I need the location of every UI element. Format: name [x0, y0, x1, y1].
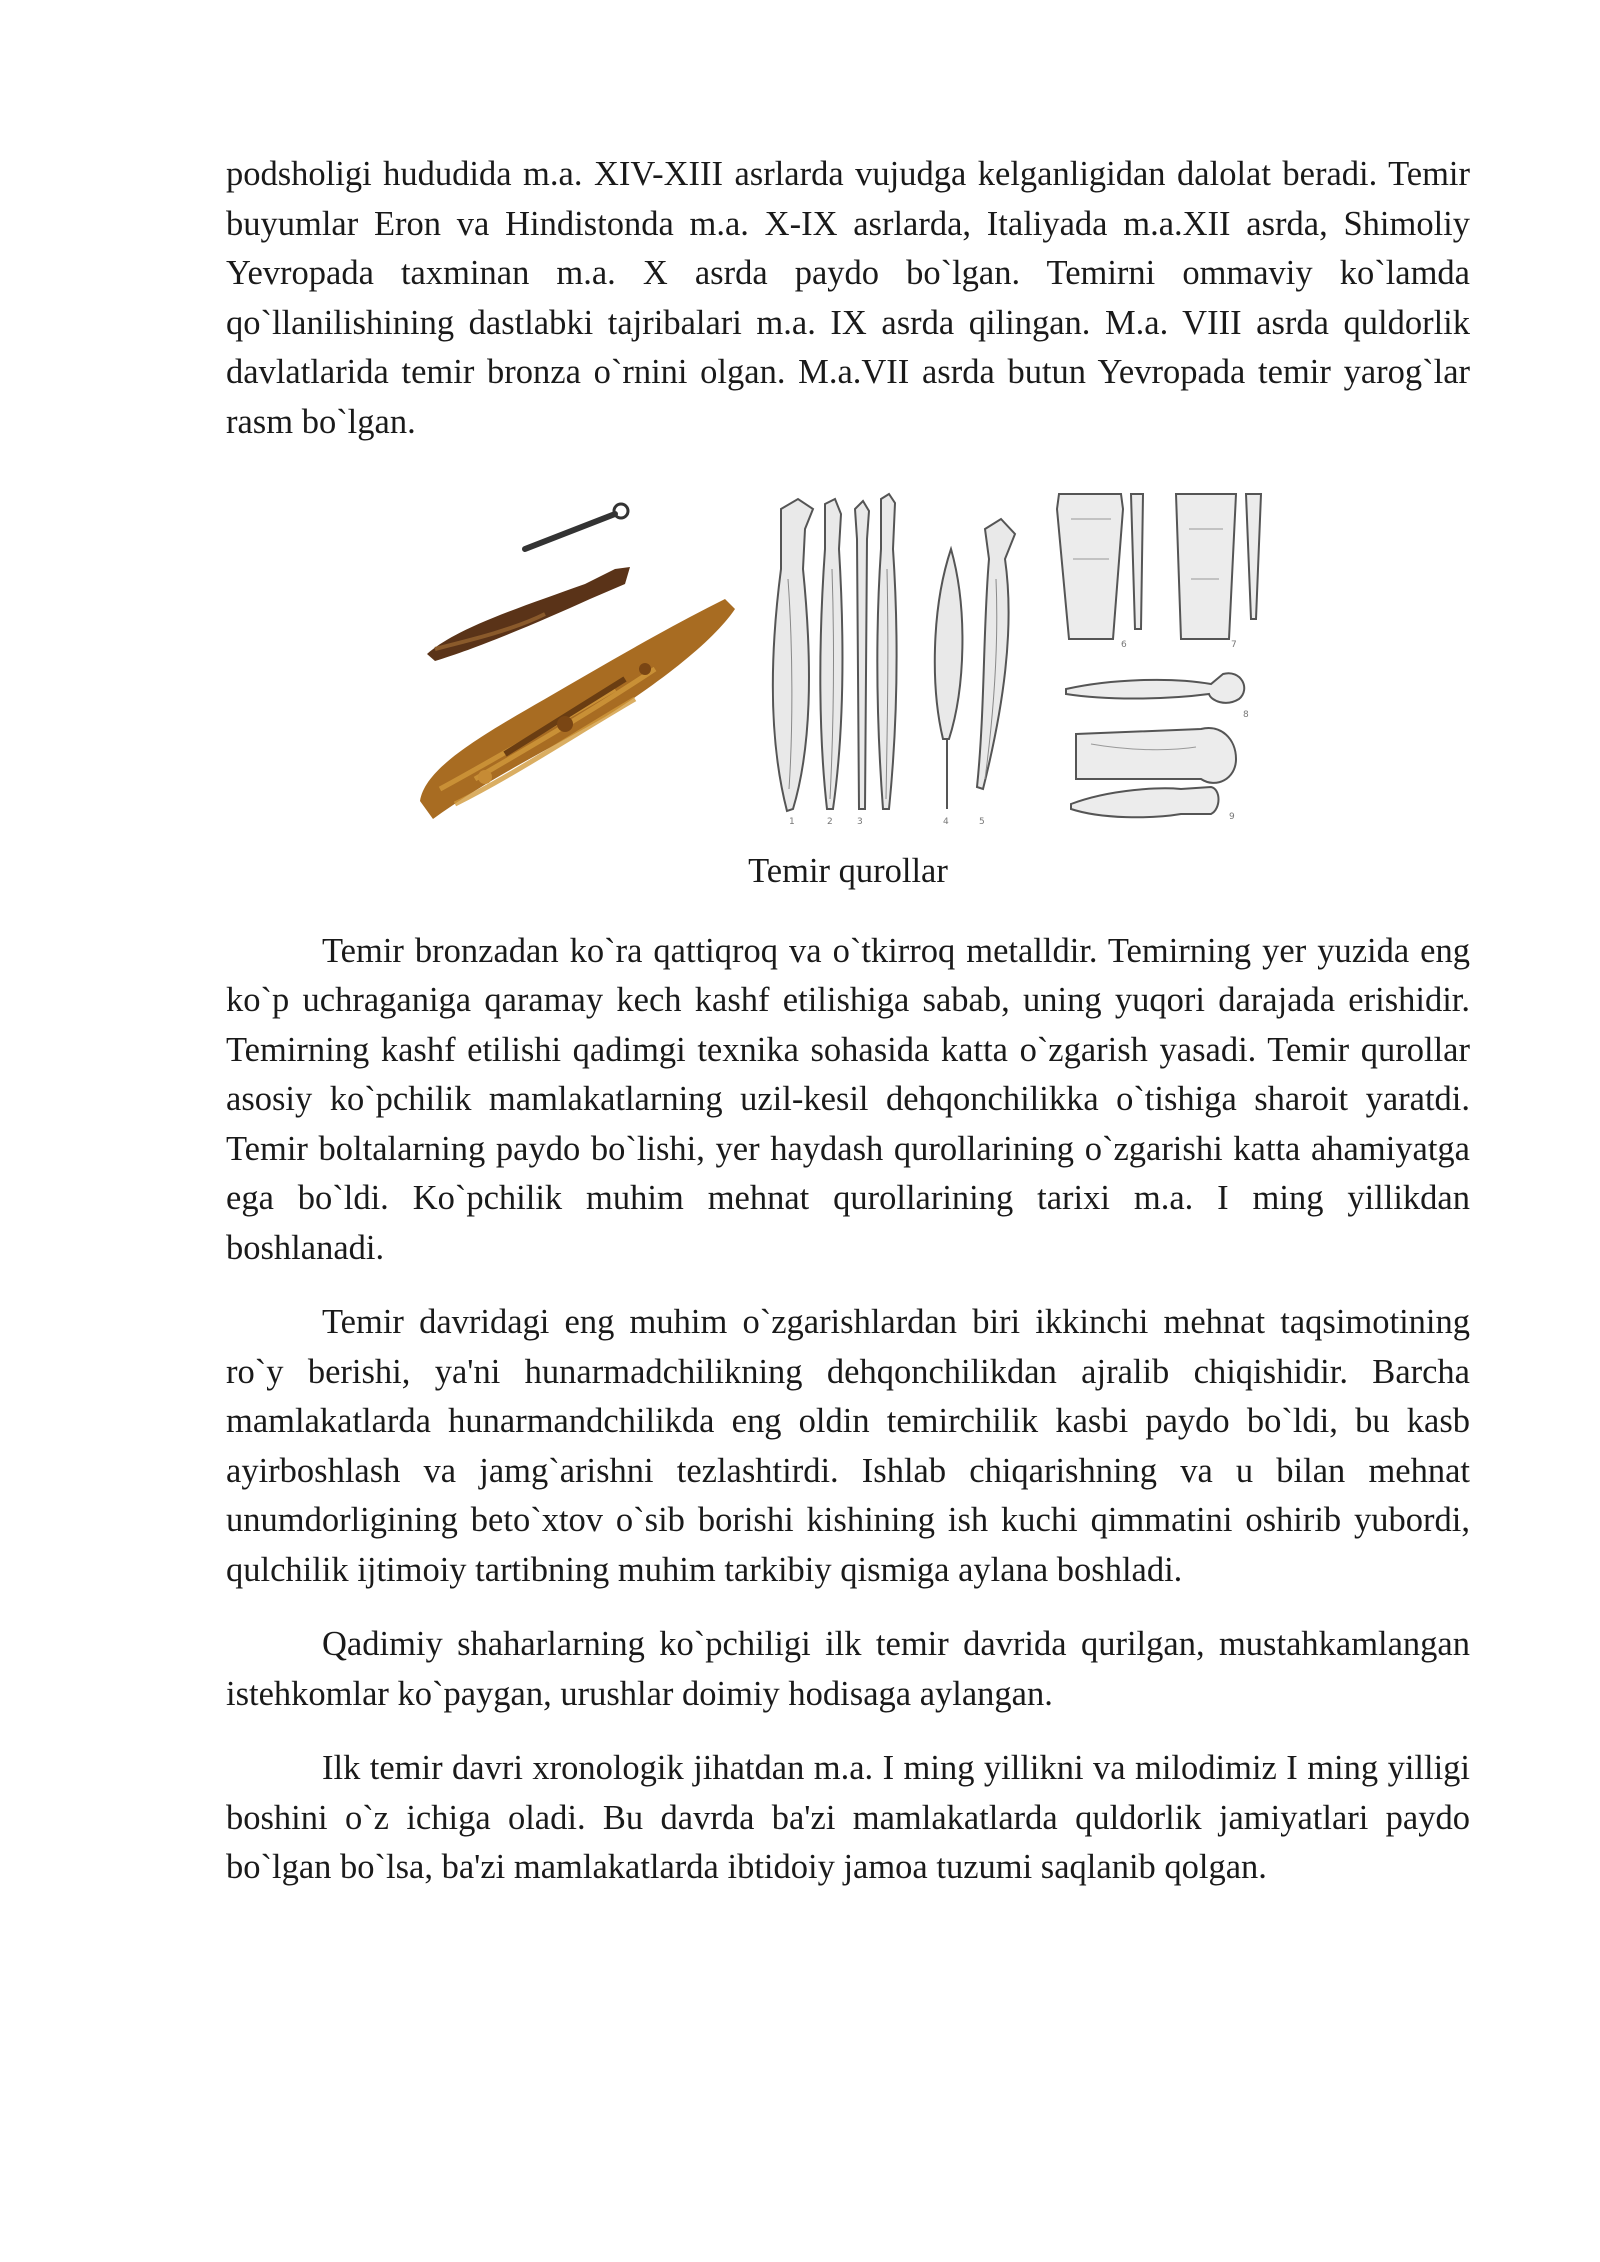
rusty-iron-tools-photo: [415, 489, 745, 829]
svg-text:8: 8: [1243, 710, 1249, 720]
svg-text:1: 1: [789, 817, 795, 827]
figure-iron-tools: [226, 489, 1470, 829]
svg-text:7: 7: [1231, 640, 1237, 650]
iron-swords-drawing: [753, 489, 1043, 829]
paragraph-4: Qadimiy shaharlarning ko`pchiligi ilk temir davrida qurilgan, mustahkamlangan istehkomlar ko`paygan, urushlar doimiy hodisaga aylangan.: [226, 1625, 1470, 1713]
svg-text:2: 2: [827, 817, 833, 827]
svg-text:6: 6: [1121, 640, 1127, 650]
paragraph-1: podsholigi hududida m.a. XIV-XIII asrlarda vujudga kelganligidan dalolat beradi. Temir buyumlar Eron va Hindistonda m.a. X-IX asrlarda, Italiyada m.a.XII asrda, Shimoliy Yevropada taxminan m.a. X asrda paydo bo`lgan. Temirni ommaviy ko`lamda qo`llanilishining dastlabki tajribalari m.a. IX asrda qilingan. M.a. VIII asrda quldorlik davlatlarida temir bronza o`rnini olgan. M.a.VII asrda butun Yevropada temir yarog`lar rasm bo`lgan.: [226, 155, 1470, 441]
svg-text:3: 3: [857, 817, 863, 827]
paragraph-2: Temir bronzadan ko`ra qattiqroq va o`tkirroq metalldir. Temirning yer yuzida eng ko`p uchraganiga qaramay kech kashf etilishiga sabab, uning yuqori darajada erishidir. Temirning kashf etilishi qadimgi texnika sohasida katta o`zgarish yasadi. Temir qurollar asosiy ko`pchilik mamlakatlarning uzil-kesil dehqonchilikka o`tishiga sharoit yaratdi. Temir boltalarning paydo bo`lishi, yer haydash qurollarining o`zgarishi katta ahamiyatga ega bo`ldi. Ko`pchilik muhim mehnat qurollarining tarixi m.a. I ming yillikdan boshlanadi.: [226, 931, 1470, 1267]
svg-text:9: 9: [1229, 812, 1235, 822]
svg-text:4: 4: [943, 817, 949, 827]
figure-caption: Temir qurollar: [748, 852, 948, 890]
paragraph-3: Temir davridagi eng muhim o`zgarishlardan biri ikkinchi mehnat taqsimotining ro`y berishi, ya'ni hunarmadchilikning dehqonchilikdan ajralib chiqishidir. Barcha mamlakatlarda hunarmandchilikda eng oldin temirchilik kasbi paydo bo`ldi, bu kasb ayirboshlash va jamg`arishni tezlashtirdi. Ishlab chiqarishning va u bilan mehnat unumdorligining beto`xtov o`sib borishi kishining ish kuchi qimmatini oshirib yubordi, qulchilik ijtimoiy tartibning muhim tarkibiy qismiga aylana boshladi.: [226, 1303, 1470, 1589]
paragraph-5: Ilk temir davri xronologik jihatdan m.a. I ming yillikni va milodimiz I ming yilligi boshini o`z ichiga oladi. Bu davrda ba'zi mamlakatlarda quldorlik jamiyatlari paydo bo`lgan bo`lsa, ba'zi mamlakatlarda ibtidoiy jamoa tuzumi saqlanib qolgan.: [226, 1749, 1470, 1886]
document-page: [226, 150, 1470, 1918]
svg-text:5: 5: [979, 817, 985, 827]
iron-axes-knives-drawing: [1051, 489, 1281, 829]
